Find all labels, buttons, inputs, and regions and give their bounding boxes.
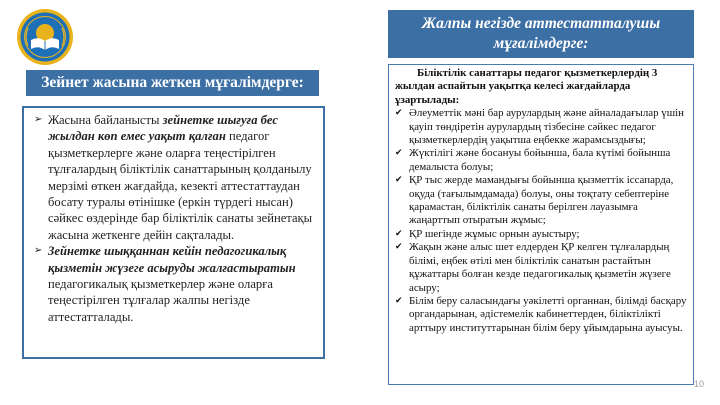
right-intro-text: Біліктілік санаттары педагог қызметкерлердің 3 жылдан аспайтын уақытқа келесі жағдайларда ұзартылады:	[395, 67, 658, 106]
list-item	[34, 243, 315, 325]
item-text-normal: педагог қызметкерлерге және оларға теңестірілген тұлғалардың біліктілік санаттарының қолданылу мерзімі өткен жағдайда, кезекті аттестаттаудан босату туралы өтінішке (еркін түрдегі нысан) сәйкес өздерінде бар біліктілік санаты зейнетақы жасына жеткенге дейін сақталады.	[48, 129, 313, 242]
slide-number: 10	[693, 379, 704, 389]
item-text: ҚР шегінде жұмыс орнын ауыстыру;	[409, 227, 580, 240]
check-icon: ✔	[395, 295, 403, 306]
right-content-box	[388, 64, 694, 385]
list-item	[395, 147, 687, 174]
left-section-title: Зейнет жасына жеткен мұғалімдерге:	[26, 70, 319, 96]
item-text-normal: Жасына байланысты	[48, 113, 163, 127]
check-icon: ✔	[395, 242, 403, 253]
right-section-title: Жалпы негізде аттестатталушы мұғалімдерге:	[388, 10, 694, 58]
item-text-normal: педагогикалық қызметкерлер және оларға теңестірілген тұлғалар жалпы негізде аттестатталады.	[48, 277, 273, 324]
arrow-bullet-icon: ➢	[34, 114, 43, 125]
item-text: ҚР тыс жерде мамандығы бойынша қызметтік іссапарда, оқуда (тағылымдамада) болуы, оны тоқтату себептеріне қарамастан, біліктілік санаты берілген лауазымға жаңарттып отыратын жұмыс;	[409, 174, 674, 227]
list-item	[395, 107, 687, 147]
item-text: Білім беру саласындағы уәкілетті органнан, білімді басқару органдарынан, әдістемелік кабинеттерден, біліктілікті арттыру институттарынан білім беру ұйымдарына ауысуы.	[409, 294, 687, 334]
item-text-emphasis: зейнетке шығуға бес жылдан көп емес уақыт қалған	[48, 113, 278, 144]
list-item	[395, 174, 687, 228]
emblem-logo	[16, 8, 74, 66]
item-text: Әлеуметтік мәні бар аурулардың және айналадағылар үшін қауіп төндіретін аурулардың тізбесіне сәйкес педагог қызметкерлердің уақытша еңбекке жарамсыздығы;	[409, 107, 684, 147]
arrow-bullet-icon: ➢	[34, 245, 43, 257]
check-icon: ✔	[395, 108, 403, 119]
item-text: Жақын және алыс шет елдерден ҚР келген тұлғалардың білімі, еңбек өтілі мен біліктілік санатын растайтын құжаттары болған кезде педагогикалық қызметін жүзеге асыру;	[409, 241, 671, 294]
list-item	[34, 112, 315, 243]
check-icon: ✔	[395, 148, 403, 159]
check-icon: ✔	[395, 228, 403, 239]
list-item	[395, 228, 687, 241]
item-text: Жүктілігі және босануы бойынша, бала күтімі бойынша демалыста болуы;	[409, 147, 671, 173]
list-item	[395, 295, 687, 335]
item-text-emphasis: Зейнетке шыққаннан кейін педагогикалық қызметін жүзеге асыруды жалғастыратын	[48, 244, 296, 275]
left-content-box	[22, 106, 325, 359]
list-item	[395, 241, 687, 295]
check-icon: ✔	[395, 175, 403, 186]
